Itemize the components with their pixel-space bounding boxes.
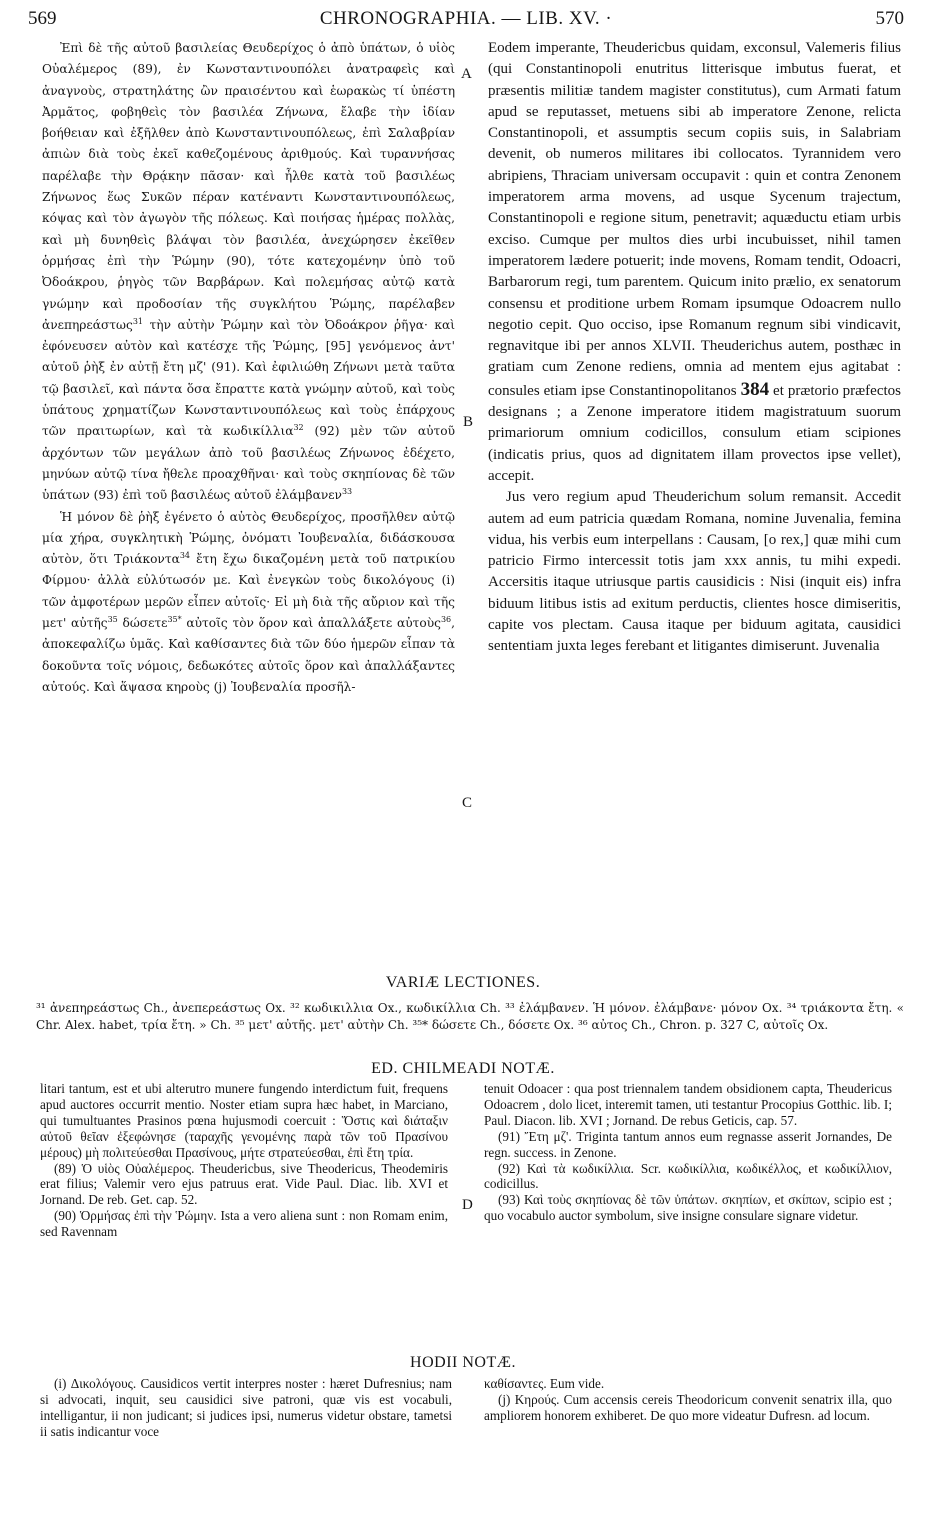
variant-ref: 35*	[167, 614, 182, 624]
greek-text: ἔτη ἔχω δικαζομένη μετὰ τοῦ πατρικίου Φίρμου· ἀλλὰ εὐλύτωσόν με. Καὶ ἐνεγκὼν τοὺς δικολόγους (i) τῶν ἀμφοτέρων μερῶν εἶπεν αὐτοῖς· Εἰ μὴ διὰ τῆς αὔριον καὶ τῆς μετ' αὐτῆς	[42, 552, 455, 631]
greek-paragraph	[42, 38, 455, 507]
running-head: CHRONOGRAPHIA. — LIB. XV. ·	[319, 8, 613, 29]
greek-text: τὴν αὐτὴν Ῥώμην καὶ τὸν Ὀδοάκρον ῥῆγα· καὶ ἐφόνευσεν αὐτὸν καὶ κατέσχε τῆς Ῥώμης, [95] γενόμενος ἀντ' αὐτοῦ ῥὴξ ἐν αὐτῇ ἔτη μζ' (91). Καὶ ἐφιλιώθη Ζήνωνι μετὰ ταῦτα τῷ βασιλεῖ, καὶ πάντα ὅσα ἔπραττε κατὰ γνώμην αὐτοῦ, καὶ τοὺς ὑπάτους χρηματίζων Κωνσταντινουπόλεως καὶ τοὺς ἐπάρχους τῶν πραιτωρίων, καὶ τὰ κωδικίλλια	[42, 317, 455, 439]
latin-text-column	[488, 38, 901, 713]
page-number-right: 570	[875, 8, 904, 29]
note-paragraph: (90) Ὁρμήσας ἐπὶ τὴν Ῥώμην. Ista a vero aliena sunt : non Romam enim, sed Ravennam	[40, 1208, 448, 1240]
chilmeadi-notes-left	[40, 1081, 448, 1351]
note-paragraph: (92) Καὶ τὰ κωδικίλλια. Scr. κωδικίλλια, κωδικέλλος, et κωδικίλλιον, codicillus.	[484, 1160, 892, 1192]
latin-paragraph: Jus vero regium apud Theuderichum solum remansit. Accedit autem ad eum patricia quædam Romana, nomine Juvenalia, femina vidua, his verbis eum interpellans : Causam, [o rex,] quæ mihi cum patricio Firmo intercessit totis jam xxx annis, tu mihi expedi. Accersitis itaque utriusque partis causidicis : Nisi (inquit eis) infra biduum litibus istis ad exitum perductis, clientes hosce dimiseritis, capite vos plectam. Causa itaque per biduum agitata, causidici sententiam juxta leges ferebant et litigantes dimiserunt. Juvenalia	[488, 489, 901, 655]
chilmeadi-heading: ED. CHILMEADI NOTÆ.	[371, 1060, 555, 1077]
note-paragraph: (93) Καὶ τοὺς σκηπίονας δὲ τῶν ὑπάτων. σκηπίων, et σκίπων, scipio est ; quo vocabulo auctor symbolum, sive insigne consulare signare videtur.	[484, 1192, 892, 1224]
margin-letter-b: B	[463, 414, 474, 430]
variae-text: ³¹ ἀνεπηρεάστως Ch., ἀνεπερεάστως Ox. ³² κωδικιλλια Ox., κωδικίλλια Ch. ³³ ἐλάμβανεν. Ἡ μόνον. ἐλάμβανε· μόνον Ox. ³⁴ τριάκοντα ἔτη. « Chr. Alex. habet, τρία ἔτη. » Ch. ³⁵ μετ' αὐτῆς. μετ' αὐτὴν Ch. ³⁵* δώσετε Ch., δόσετε Ox. ³⁶ αὐτος Ch., Chron. p. 327 C, αὐτοῖς Ox.	[36, 1001, 904, 1032]
margin-letter-c: C	[462, 795, 473, 811]
page-header	[28, 8, 904, 36]
chilmeadi-notes-right	[484, 1081, 892, 1351]
variant-ref: 33	[341, 487, 353, 497]
margin-letter-a: A	[461, 66, 472, 82]
page-number-left: 569	[28, 8, 57, 29]
greek-text: αὐτοῖς τὸν ὅρον καὶ ἀπαλλάξετε αὐτοὺς	[181, 616, 441, 631]
variant-ref: 32	[293, 423, 304, 433]
margin-letter-d: D	[462, 1197, 473, 1213]
note-paragraph: litari tantum, est et ubi alterutro munere fungendo interdictum fuit, frequens apud auctores occurrit mentio. Noster etiam supra hæc habet, in Marciano, qui tumultuantes Prasinos pœna hujusmodi coercuit : Ὅστις καὶ διάταξιν αὐτοῦ θεῖαν ἐξεφώνησε (ταραχῆς γενομένης παρὰ τῶν τοῦ Πρασίνου μέρους) μὴ πολιτεύεσθαι Πρασίνους, μήτε στρατεύεσθαι, ἐπὶ ἔτη τρία.	[40, 1081, 448, 1160]
note-paragraph: (89) Ὁ υἱὸς Οὐαλέμερος. Theudericbus, sive Theodericus, Theodemiris erat filius; Valemir vero ejus patruus erat. Vide Paul. Diac. lib. XVI et Jornand. De reb. Get. cap. 52.	[40, 1160, 448, 1208]
note-paragraph: tenuit Odoacer : qua post triennalem tandem obsidionem capta, Theudericus Odoacrem , dolo licet, interemit tamen, uti testantur Procopius Gotthic. lib. I; Paul. Diacon. lib. XVI ; Jornand. De rebus Geticis, cap. 57.	[484, 1081, 892, 1128]
greek-text: , ἀποκεφαλίζω ὑμᾶς. Καὶ καθίσαντες διὰ τῶν δύο ἡμερῶν εἶπαν τὰ δοκοῦντα τοῖς νόμοις, δεδωκότες αὐτοῖς ὅρον καὶ ἀπαλλάξαντες αὐτούς. Καὶ ἅψασα κηροὺς (j) Ἰουβεναλία προσῆλ-	[42, 616, 455, 694]
variant-ref: 36	[440, 614, 452, 624]
variae-lectiones	[36, 1000, 904, 1033]
variant-ref: 34	[179, 551, 190, 561]
latin-paragraph	[488, 38, 901, 487]
variae-heading: VARIÆ LECTIONES.	[385, 974, 541, 991]
note-paragraph: (91) Ἔτη μζ'. Triginta tantum annos eum regnasse asserit Jornandes, De regn. success. in Zenone.	[484, 1128, 892, 1160]
greek-paragraph	[42, 507, 455, 699]
latin-text: Eodem imperante, Theudericbus quidam, exconsul, Valemeris filius (qui Constantinopoli enutritus litterisque imbutus fuerat, et præsentis militiæ tandem magister constitutus), cum Armati fatum apud se reputasset, metuens sibi ab imperatore Zenone, relicta Constantinopoli, et assumptis secum copiis suis, in Salabriam devenit, ob numeros militares ibi collocatos. Tyrannidem vero abripiens, Thraciam universam occupavit : quin et contra Zenonem imperatorem arma movens, ad usque Sycenum trajectum, Constantinopoli e regione situm, penetravit; aquæductu etiam urbis exciso. Cumque per multos dies urbi incubuisset, nihil tamen imperatorem lædere potuerit; inde movens, Romam tendit, Odoacri, Barbarorum regi, tum parentem. Quicum inito prælio, ex senatorum consensu et proditione urbem Romam ipsumque Odoacrem nullo negotio cepit. Quo occiso, ipse Romanum regnum sibi vindicavit, regnavitque ibi per annos XLVII. Theuderichus autem, posthæc in gratiam cum Zenone rediens, omnia ad mentem ejus agitabat : consules etiam ipse Constantinopolitanos	[488, 40, 901, 399]
greek-text: (92) μὲν τῶν αὐτοῦ ἀρχόντων τῶν μεγάλων ἀπὸ τοῦ βασιλέως Ζήνωνος ἐδέχετο, μηνύων αὐτῷ τίνα ἤθελε προαχθῆναι· καὶ τοὺς σκηπίονας δὲ τῶν ὑπάτων (93) ἐπὶ τοῦ βασιλέως αὐτοῦ ἐλάμβανεν	[42, 424, 455, 503]
note-paragraph: καθίσαντες. Eum vide.	[484, 1376, 605, 1391]
note-paragraph: (j) Κηρούς. Cum accensis cereis Theodoricum convenit senatrix illa, quo ampliorem honorem exhiberet. De quo more videatur Dufresn. ad locum.	[484, 1391, 892, 1423]
greek-text-column	[42, 38, 455, 713]
greek-text: Ἡ μόνον δὲ ῥὴξ ἐγένετο ὁ αὐτὸς Θευδερίχος, προσῆλθεν αὐτῷ μία χήρα, συγκλητικὴ Ῥώμης, ὀνόματι Ἰουβεναλία, διδάσκουσα αὐτὸν, ὅτι Τριάκοντα	[42, 509, 455, 567]
variant-ref: 31	[132, 316, 143, 326]
hodii-notes-left	[40, 1376, 452, 1516]
hodii-heading: HODII NOTÆ.	[410, 1354, 516, 1371]
edition-page-number: 384	[740, 378, 770, 400]
latin-text: et prætorio præfectos designans ; a Zenone imperatore itidem magistratuum suorum primariorum omnium codicillos, consulum etiam scipiones (indicatis prius, quos ad dignitatem illam provectos ipse vellet), accepit.	[488, 382, 901, 484]
variant-ref: 35	[107, 614, 118, 624]
greek-text: δώσετε	[117, 616, 168, 631]
hodii-notes-right	[484, 1376, 892, 1516]
note-paragraph: (i) Δικολόγους. Causidicos vertit interpres noster : hæret Dufresnius; nam si advocati, inquit, seu causidici sive patroni, quæ vis est vocabuli, intelligantur, ii non judicant; si judices ipsi, numerus videtur obstare, tametsi ii satis indicantur voce	[40, 1376, 452, 1439]
greek-text: Ἐπὶ δὲ τῆς αὐτοῦ βασιλείας Θευδερίχος ὁ ἀπὸ ὑπάτων, ὁ υἱὸς Οὐαλέμερος (89), ἐν Κωνσταντινουπόλει ἀνατραφεὶς καὶ ἀναγνοὺς, στρατηλάτης ὢν πραισέντου καὶ ἑωρακὼς τί ὑπέστη Ἀρμᾶτος, φοβηθεὶς τὸν βασιλέα Ζήνωνα, ἔλαβε τὴν ἰδίαν βοήθειαν καὶ ἐξῆλθεν ἀπὸ Κωνσταντινουπόλεως, ἐπὶ Σαλαβρίαν ἀπιὼν διὰ τοὺς ἐκεῖ καθεζομένους ἀριθμούς. Καὶ τυραννήσας παρέλαβε τὴν Θρᾴκην πᾶσαν· καὶ ἦλθε κατὰ τοῦ βασιλέως Ζήνωνος ἕως Συκῶν πέραν κατέναντι Κωνσταντινουπόλεως, κόψας καὶ τὸν ἀγωγὸν τῆς πόλεως. Καὶ ποιήσας ἡμέρας πολλὰς, καὶ μὴ δυνηθεὶς βλάψαι τὸν βασιλέα, ἀνεχώρησεν ἐκεῖθεν ὁρμήσας ἐπὶ τὴν Ῥώμην (90), τότε κατεχομένην ὑπὸ τοῦ Ὀδοάκρου, ῥηγὸς τῶν Βαρβάρων. Καὶ πολεμήσας αὐτῷ κατὰ γνώμην καὶ προδοσίαν τῆς συγκλήτου Ῥώμης, παρέλαβεν ἀνεπηρεάστως	[42, 41, 455, 332]
